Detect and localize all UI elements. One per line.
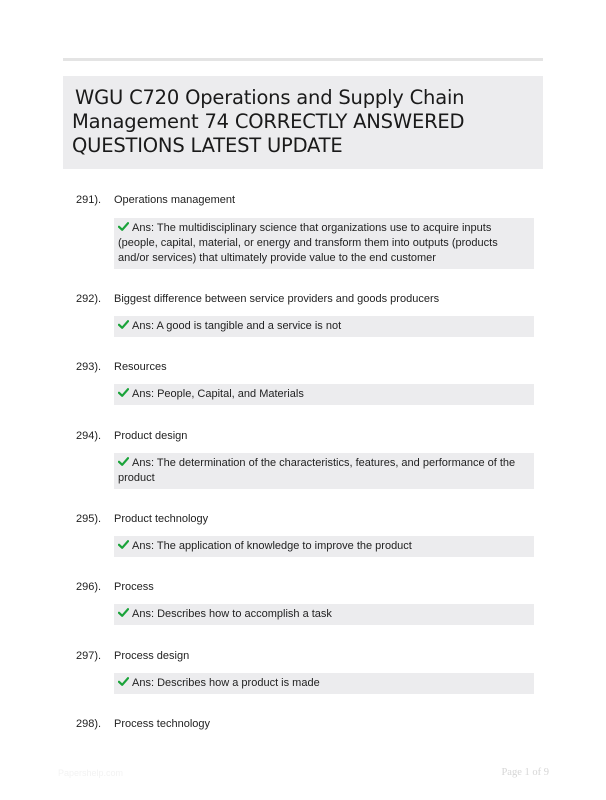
answer-box (114, 316, 534, 337)
answer-box (114, 604, 534, 625)
question-term: Operations management (114, 194, 236, 206)
answer-text: Ans: The multidisciplinary science that organizations use to acquire inputs (people, capital, material, or energy and transform them into outputs (products and/or services) that ultimately provide value to the end customer (118, 222, 498, 264)
question-term: Process technology (114, 718, 210, 730)
checkmark-icon (118, 607, 129, 618)
answer-text: Ans: A good is tangible and a service is not (132, 320, 342, 332)
document-title: WGU C720 Operations and Supply Chain Management 74 CORRECTLY ANSWERED QUESTIONS LATEST UPDATE (72, 86, 465, 157)
checkmark-icon (118, 456, 129, 467)
question-number: 291). (76, 194, 102, 206)
answer-text: Ans: Describes how to accomplish a task (132, 608, 332, 620)
answer-box (114, 384, 534, 405)
checkmark-icon (118, 676, 129, 687)
question-term: Biggest difference between service providers and goods producers (114, 293, 440, 305)
answer-box (114, 218, 534, 269)
footer-watermark: Papershelp.com (58, 768, 124, 778)
question-number: 297). (76, 650, 102, 662)
question-number: 295). (76, 513, 102, 525)
checkmark-icon (118, 539, 129, 550)
question-number: 293). (76, 361, 102, 373)
answer-box (114, 536, 534, 557)
answer-text: Ans: Describes how a product is made (132, 677, 320, 689)
question-term: Product technology (114, 513, 209, 525)
question-term: Product design (114, 430, 188, 442)
question-term: Resources (114, 361, 167, 373)
checkmark-icon (118, 221, 129, 232)
question-number: 296). (76, 581, 102, 593)
checkmark-icon (118, 387, 129, 398)
answer-box (114, 673, 534, 694)
answer-text: Ans: People, Capital, and Materials (132, 388, 304, 400)
answer-text: Ans: The application of knowledge to improve the product (132, 540, 412, 552)
question-term: Process (114, 581, 154, 593)
question-number: 292). (76, 293, 102, 305)
checkmark-icon (118, 319, 129, 330)
question-term: Process design (114, 650, 190, 662)
answer-text: Ans: The determination of the characteristics, features, and performance of the product (118, 457, 516, 484)
page-indicator: Page 1 of 9 (501, 767, 549, 778)
answer-box (114, 453, 534, 489)
question-number: 298). (76, 718, 102, 730)
question-number: 294). (76, 430, 102, 442)
